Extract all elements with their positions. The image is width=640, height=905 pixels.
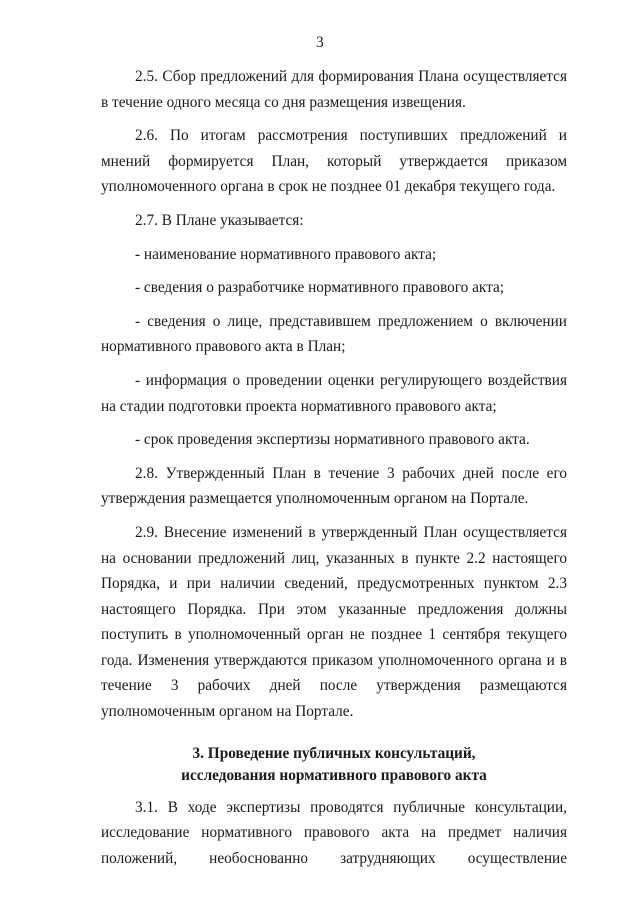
paragraph-3-1: 3.1. В ходе экспертизы проводятся публичные консультации, исследование нормативного правового акта на предмет наличия положений, необоснованно затрудняющих осуществление [101, 798, 567, 867]
document-body [101, 64, 567, 874]
list-item-regulatory-assessment: - информация о проведении оценки регулирующего воздействия на стадии подготовки проекта нормативного правового акта; [101, 371, 567, 415]
paragraph-2-6: 2.6. По итогам рассмотрения поступивших предложений и мнений формируется План, который утверждается приказом уполномоченного органа в срок не позднее 01 декабря текущего года. [101, 127, 567, 196]
list-item-developer: - сведения о разработчике нормативного правового акта; [135, 279, 505, 297]
list-item-expertise-term: - срок проведения экспертизы нормативного правового акта. [135, 431, 530, 449]
paragraph-2-8: 2.8. Утвержденный План в течение 3 рабочих дней после его утверждения размещается уполномоченным органом на Портале. [101, 464, 567, 508]
paragraph-2-9: 2.9. Внесение изменений в утвержденный План осуществляется на основании предложений лиц, указанных в пункте 2.2 настоящего Порядка, и при наличии сведений, предусмотренных пунктом 2.3 настоящего Порядка. При этом указанные предложения должны поступить в уполномоченный орган не позднее 1 сентября текущего года. Изменения утверждаются приказом уполномоченного органа и в течение 3 рабочих дней после утверждения размещаются уполномоченным органом на Портале. [101, 523, 567, 721]
section-3-heading [101, 743, 567, 787]
section-3-title-line-2: исследования нормативного правового акта [181, 766, 487, 784]
section-3-title-line-1: 3. Проведение публичных консультаций, [192, 744, 476, 762]
paragraph-2-5: 2.5. Сбор предложений для формирования Плана осуществляется в течение одного месяца со дня размещения извещения. [101, 68, 567, 111]
paragraph-2-7: 2.7. В Плане указывается: [135, 211, 304, 229]
list-item-proposer: - сведения о лице, представившем предложением о включении нормативного правового акта в План; [101, 312, 567, 356]
list-item-act-name: - наименование нормативного правового акта; [135, 245, 437, 263]
page-number: 3 [316, 34, 324, 51]
